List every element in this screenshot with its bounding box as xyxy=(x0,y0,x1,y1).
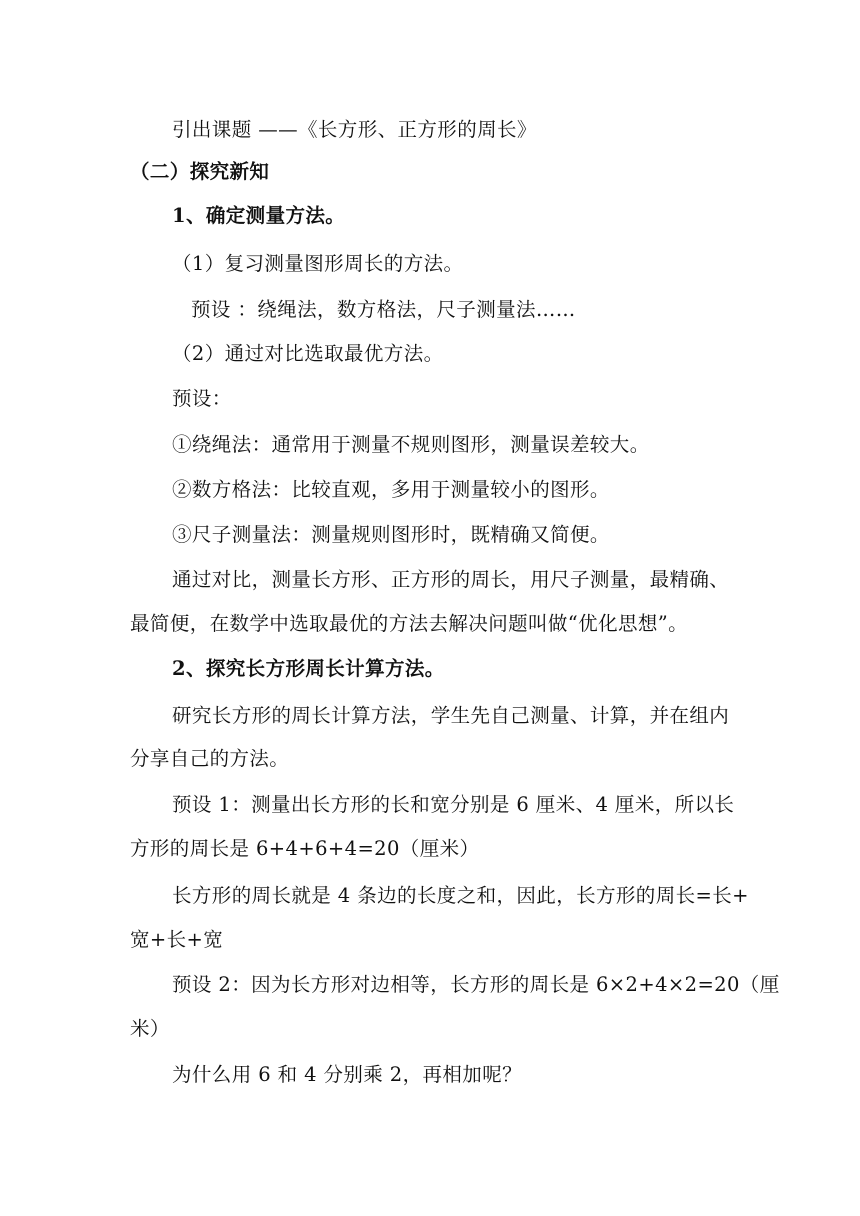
preset-1-line-2: 方形的周长是 6+4+6+4=20（厘米） xyxy=(130,837,480,860)
subsection-heading-1: 1、确定测量方法。 xyxy=(172,204,346,227)
perimeter-sum-line-1: 长方形的周长就是 4 条边的长度之和，因此，长方形的周长=长+ xyxy=(172,884,749,907)
method-3-line: ③尺子测量法：测量规则图形时，既精确又简便。 xyxy=(172,523,610,546)
preset-2-line-2: 米） xyxy=(130,1017,170,1040)
preset-methods-line: 预设 ：绕绳法，数方格法，尺子测量法…… xyxy=(191,298,576,321)
lesson-topic-line: 引出课题 ——《长方形、正方形的周长》 xyxy=(172,118,537,141)
subsection-heading-2: 2、探究长方形周长计算方法。 xyxy=(172,657,445,680)
step-1-line: （1）复习测量图形周长的方法。 xyxy=(172,252,464,275)
research-paragraph-line-1: 研究长方形的周长计算方法，学生先自己测量、计算，并在组内 xyxy=(172,704,730,727)
comparison-paragraph-line-1: 通过对比，测量长方形、正方形的周长，用尺子测量，最精确、 xyxy=(172,568,730,591)
question-line: 为什么用 6 和 4 分别乘 2，再相加呢？ xyxy=(172,1063,523,1086)
step-2-line: （2）通过对比选取最优方法。 xyxy=(172,342,444,365)
method-2-line: ②数方格法：比较直观，多用于测量较小的图形。 xyxy=(172,478,610,501)
preset-1-line-1: 预设 1：测量出长方形的长和宽分别是 6 厘米、4 厘米，所以长 xyxy=(172,793,735,816)
research-paragraph-line-2: 分享自己的方法。 xyxy=(130,747,290,770)
perimeter-sum-line-2: 宽+长+宽 xyxy=(130,928,224,951)
comparison-paragraph-line-2: 最简便，在数学中选取最优的方法去解决问题叫做“优化思想”。 xyxy=(130,612,689,635)
preset-label: 预设： xyxy=(172,387,232,410)
section-heading: （二）探究新知 xyxy=(130,160,270,183)
method-1-line: ①绕绳法：通常用于测量不规则图形，测量误差较大。 xyxy=(172,433,650,456)
preset-2-line-1: 预设 2：因为长方形对边相等，长方形的周长是 6×2+4×2=20（厘 xyxy=(172,973,780,996)
